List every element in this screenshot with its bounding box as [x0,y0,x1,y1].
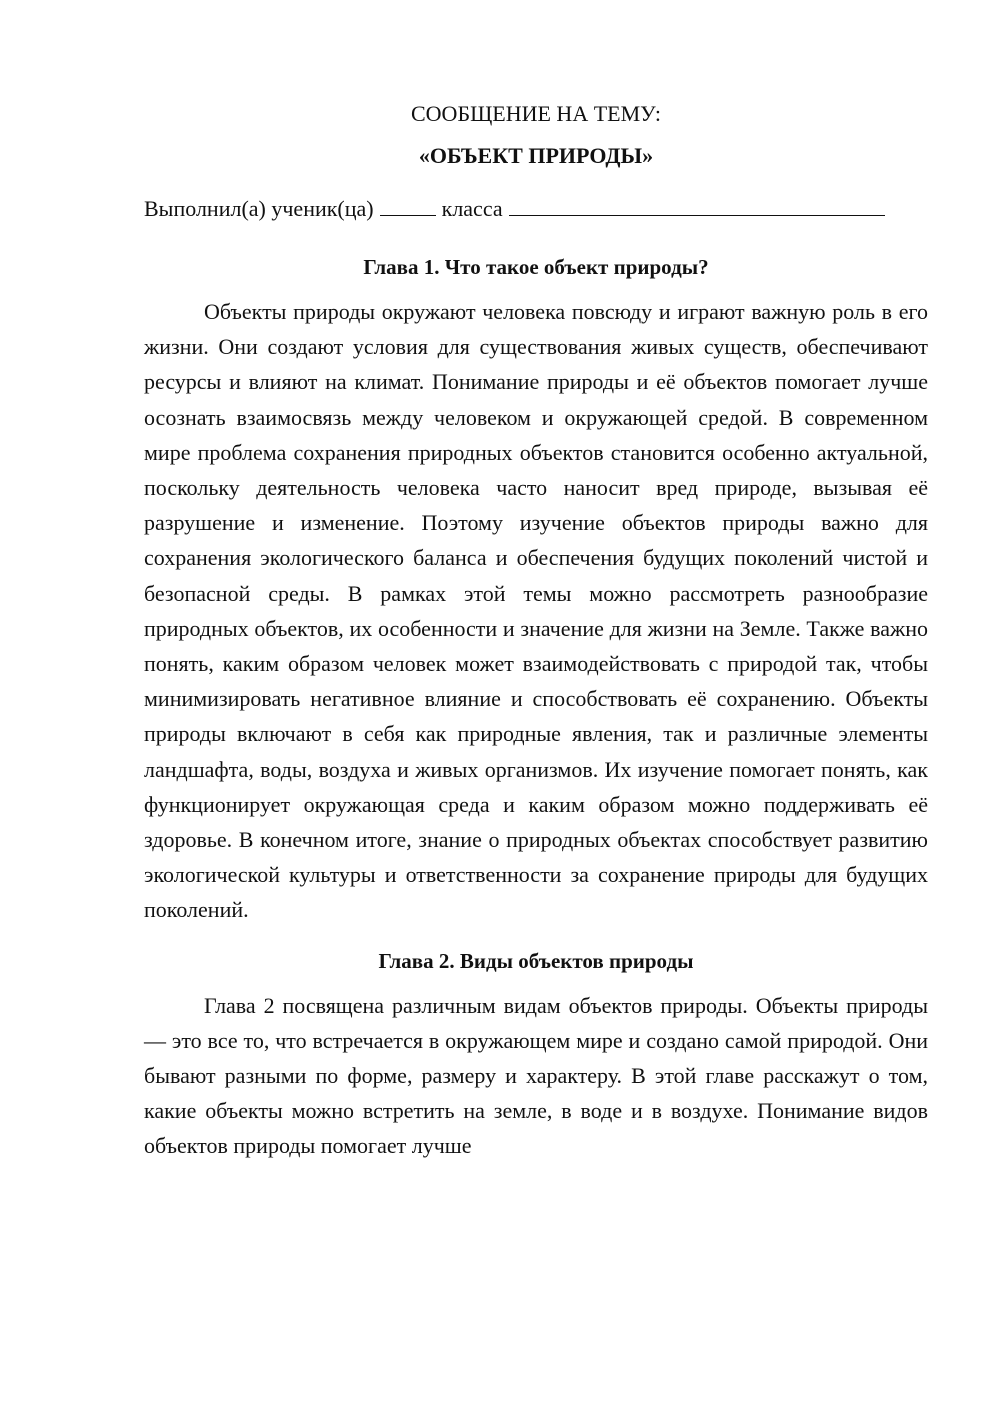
title-topic: СООБЩЕНИЕ НА ТЕМУ: [411,101,661,126]
chapter-2-heading: Глава 2. Виды объектов природы [378,948,694,973]
class-number-blank[interactable] [380,193,436,216]
student-name-blank[interactable] [509,193,885,216]
author-line [144,190,928,228]
chapter-1-heading: Глава 1. Что такое объект природы? [363,255,709,279]
performed-by-label: Выполнил(а) ученик(ца) [144,196,374,221]
chapter-2-paragraph: Глава 2 посвящена различным видам объектов природы. Объекты природы — это все то, что встречается в окружающем мире и создано самой природой. Они бывают разными по форме, размеру и характеру. В этой главе расскажут о том, какие объекты можно встретить на земле, в воде и в воздухе. Понимание видов объектов природы помогает лучше [144,992,928,1159]
chapter-1-paragraph: Объекты природы окружают человека повсюду и играют важную роль в его жизни. Они создают условия для существования живых существ, обеспечивают ресурсы и влияют на климат. Понимание природы и её объектов помогает лучше осознать взаимосвязь между человеком и окружающей средой. В современном мире проблема сохранения природных объектов становится особенно актуальной, поскольку деятельность человека часто наносит вред природе, вызывая её разрушение и изменение. Поэтому изучение объектов природы важно для сохранения экологического баланса и обеспечения будущих поколений чистой и безопасной среды. В рамках этой темы можно рассмотреть разнообразие природных объектов, их особенности и значение для жизни на Земле. Также важно понять, каким образом человек может взаимодействовать с природой так, чтобы минимизировать негативное влияние и способствовать её сохранению. Объекты природы включают в себя как природные явления, так и различные элементы ландшафта, воды, воздуха и живых организмов. Их изучение помогает понять, как функционирует окружающая среда и каким образом можно поддерживать её здоровье. В конечном итоге, знание о природных объектах способствует развитию экологической культуры и ответственности за сохранение природы для будущих поколений. [144,299,928,923]
document-title: «ОБЪЕКТ ПРИРОДЫ» [418,143,654,168]
class-label: класса [441,196,503,221]
